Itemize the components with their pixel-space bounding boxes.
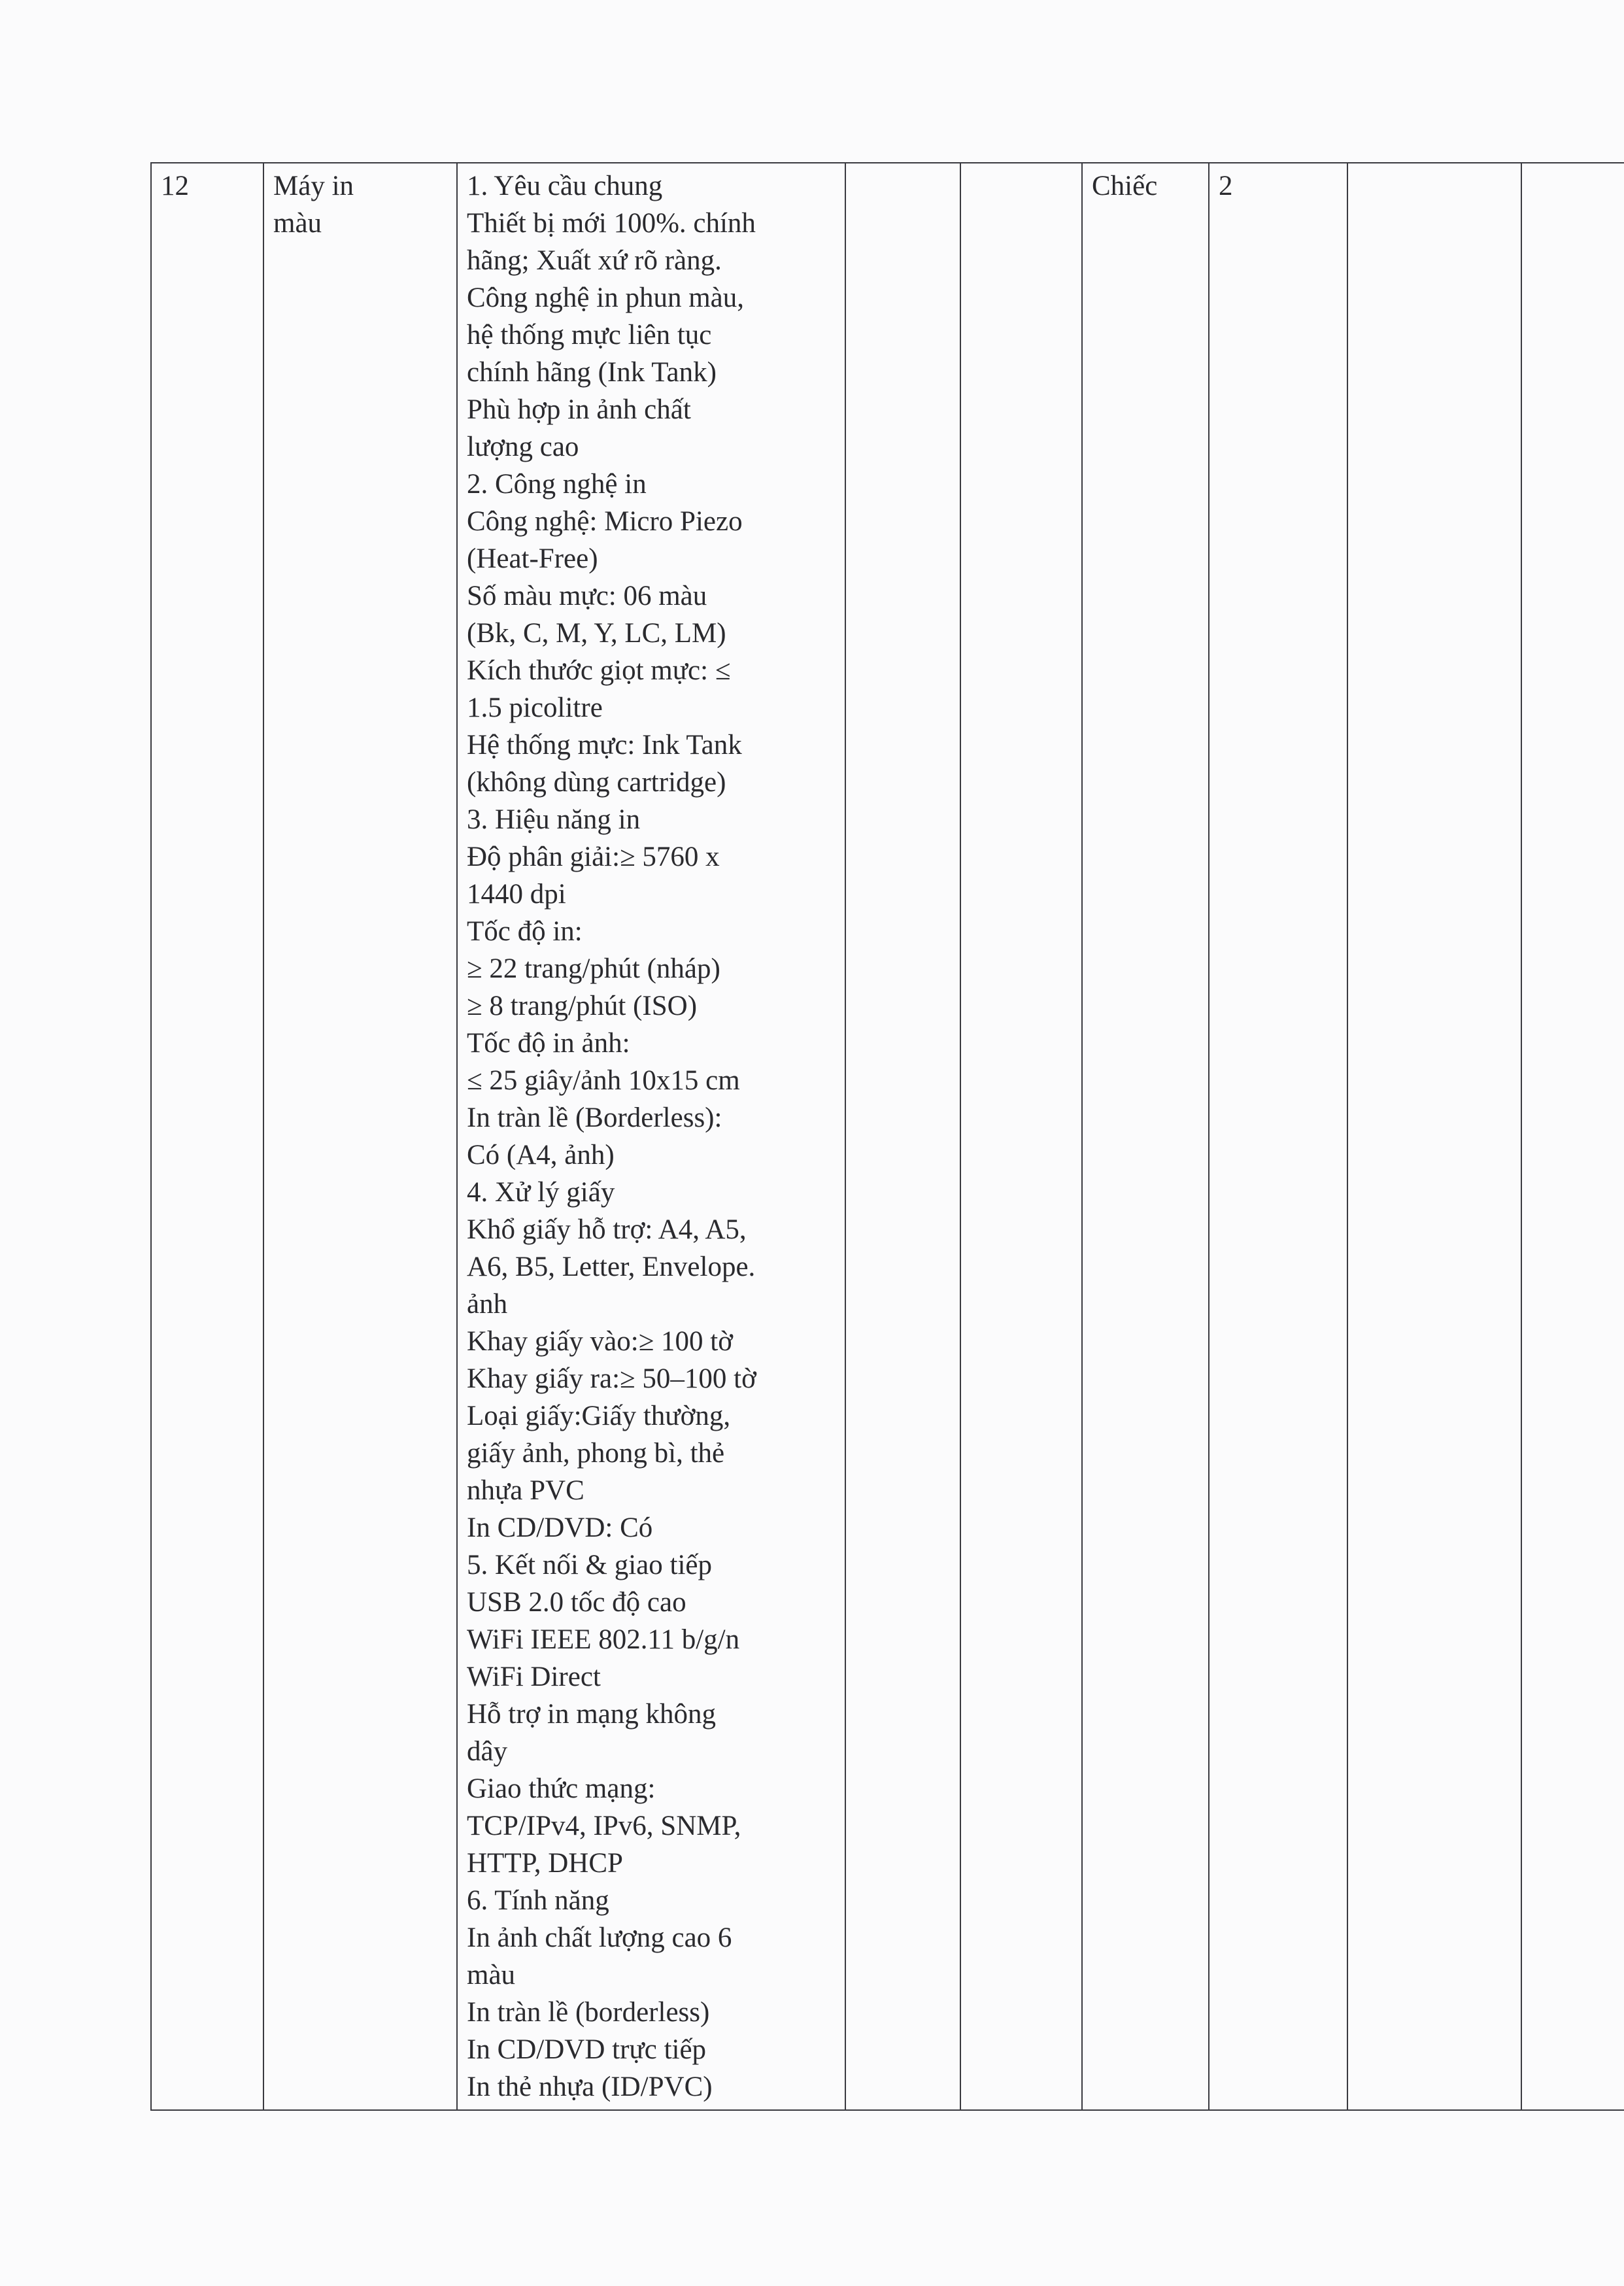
specification-text bbox=[467, 167, 836, 2106]
specification-line: Công nghệ: Micro Piezo bbox=[467, 506, 743, 537]
specification-line: lượng cao bbox=[467, 432, 579, 462]
specification-line: màu bbox=[467, 1960, 516, 1990]
specification-line: hãng; Xuất xứ rõ ràng. bbox=[467, 245, 722, 276]
unit: Chiếc bbox=[1092, 171, 1158, 201]
specification-line: Giao thức mạng: bbox=[467, 1773, 656, 1804]
specification-line: Khay giấy vào:≥ 100 tờ bbox=[467, 1326, 733, 1357]
empty-cell-3 bbox=[1347, 163, 1521, 2110]
item-name-line-2: màu bbox=[273, 208, 322, 239]
item-number-cell bbox=[151, 163, 263, 2110]
specification-line: Số màu mực: 06 màu bbox=[467, 581, 707, 611]
item-name-cell bbox=[263, 163, 457, 2110]
specification-line: ≥ 8 trang/phút (ISO) bbox=[467, 991, 698, 1021]
specification-line: Loại giấy:Giấy thường, bbox=[467, 1401, 731, 1431]
specification-line: In CD/DVD trực tiếp bbox=[467, 2034, 707, 2065]
specification-line: ≥ 22 trang/phút (nháp) bbox=[467, 953, 720, 984]
specification-line: Có (A4, ảnh) bbox=[467, 1140, 615, 1170]
specification-line: Thiết bị mới 100%. chính bbox=[467, 208, 756, 239]
specification-line: 1. Yêu cầu chung bbox=[467, 171, 663, 201]
specification-line: Phù hợp in ảnh chất bbox=[467, 394, 691, 425]
specification-line: chính hãng (Ink Tank) bbox=[467, 357, 717, 388]
specification-table bbox=[150, 162, 1624, 2111]
empty-cell-2 bbox=[960, 163, 1082, 2110]
specification-line: nhựa PVC bbox=[467, 1475, 584, 1506]
specification-line: USB 2.0 tốc độ cao bbox=[467, 1587, 686, 1618]
specification-line: A6, B5, Letter, Envelope. bbox=[467, 1252, 756, 1282]
specification-line: 4. Xử lý giấy bbox=[467, 1177, 615, 1208]
specification-line: TCP/IPv4, IPv6, SNMP, bbox=[467, 1811, 741, 1841]
specification-line: In CD/DVD: Có bbox=[467, 1512, 653, 1543]
unit-cell bbox=[1082, 163, 1209, 2110]
specification-line: Hỗ trợ in mạng không bbox=[467, 1699, 717, 1730]
empty-cell-4 bbox=[1521, 163, 1624, 2110]
specification-line: Công nghệ in phun màu, bbox=[467, 282, 744, 313]
quantity-cell bbox=[1209, 163, 1347, 2110]
specification-line: Khay giấy ra:≥ 50–100 tờ bbox=[467, 1363, 756, 1394]
specification-line: WiFi IEEE 802.11 b/g/n bbox=[467, 1624, 740, 1655]
table-row bbox=[151, 163, 1624, 2110]
specification-line: WiFi Direct bbox=[467, 1662, 601, 1692]
specification-line: Hệ thống mực: Ink Tank bbox=[467, 730, 742, 760]
specification-line: ảnh bbox=[467, 1289, 508, 1320]
specification-line: giấy ảnh, phong bì, thẻ bbox=[467, 1438, 725, 1469]
empty-cell-1 bbox=[845, 163, 960, 2110]
item-name-line-1: Máy in bbox=[273, 171, 354, 201]
specification-line: 2. Công nghệ in bbox=[467, 469, 647, 500]
quantity: 2 bbox=[1219, 171, 1233, 201]
item-number: 12 bbox=[161, 171, 189, 201]
specification-line: In tràn lề (borderless) bbox=[467, 1997, 710, 2028]
specification-line: (Bk, C, M, Y, LC, LM) bbox=[467, 618, 726, 649]
specification-line: In tràn lề (Borderless): bbox=[467, 1102, 722, 1133]
specification-line: Tốc độ in: bbox=[467, 916, 583, 947]
specification-line: (không dùng cartridge) bbox=[467, 767, 726, 798]
specification-line: 1440 dpi bbox=[467, 879, 566, 910]
specification-line: In thẻ nhựa (ID/PVC) bbox=[467, 2072, 713, 2102]
specification-line: hệ thống mực liên tục bbox=[467, 320, 712, 350]
specification-line: Tốc độ in ảnh: bbox=[467, 1028, 630, 1059]
specification-line: In ảnh chất lượng cao 6 bbox=[467, 1922, 732, 1953]
specification-line: 6. Tính năng bbox=[467, 1885, 609, 1916]
specification-line: 3. Hiệu năng in bbox=[467, 804, 641, 835]
specification-line: Khổ giấy hỗ trợ: A4, A5, bbox=[467, 1214, 747, 1245]
specification-line: Độ phân giải:≥ 5760 x bbox=[467, 842, 720, 872]
specification-cell bbox=[457, 163, 845, 2110]
specification-line: ≤ 25 giây/ảnh 10x15 cm bbox=[467, 1065, 740, 1096]
specification-line: 5. Kết nối & giao tiếp bbox=[467, 1550, 712, 1580]
specification-line: dây bbox=[467, 1736, 508, 1767]
specification-line: 1.5 picolitre bbox=[467, 692, 603, 723]
specification-line: HTTP, DHCP bbox=[467, 1848, 623, 1879]
specification-line: Kích thước giọt mực: ≤ bbox=[467, 655, 731, 686]
specification-line: (Heat-Free) bbox=[467, 543, 598, 574]
